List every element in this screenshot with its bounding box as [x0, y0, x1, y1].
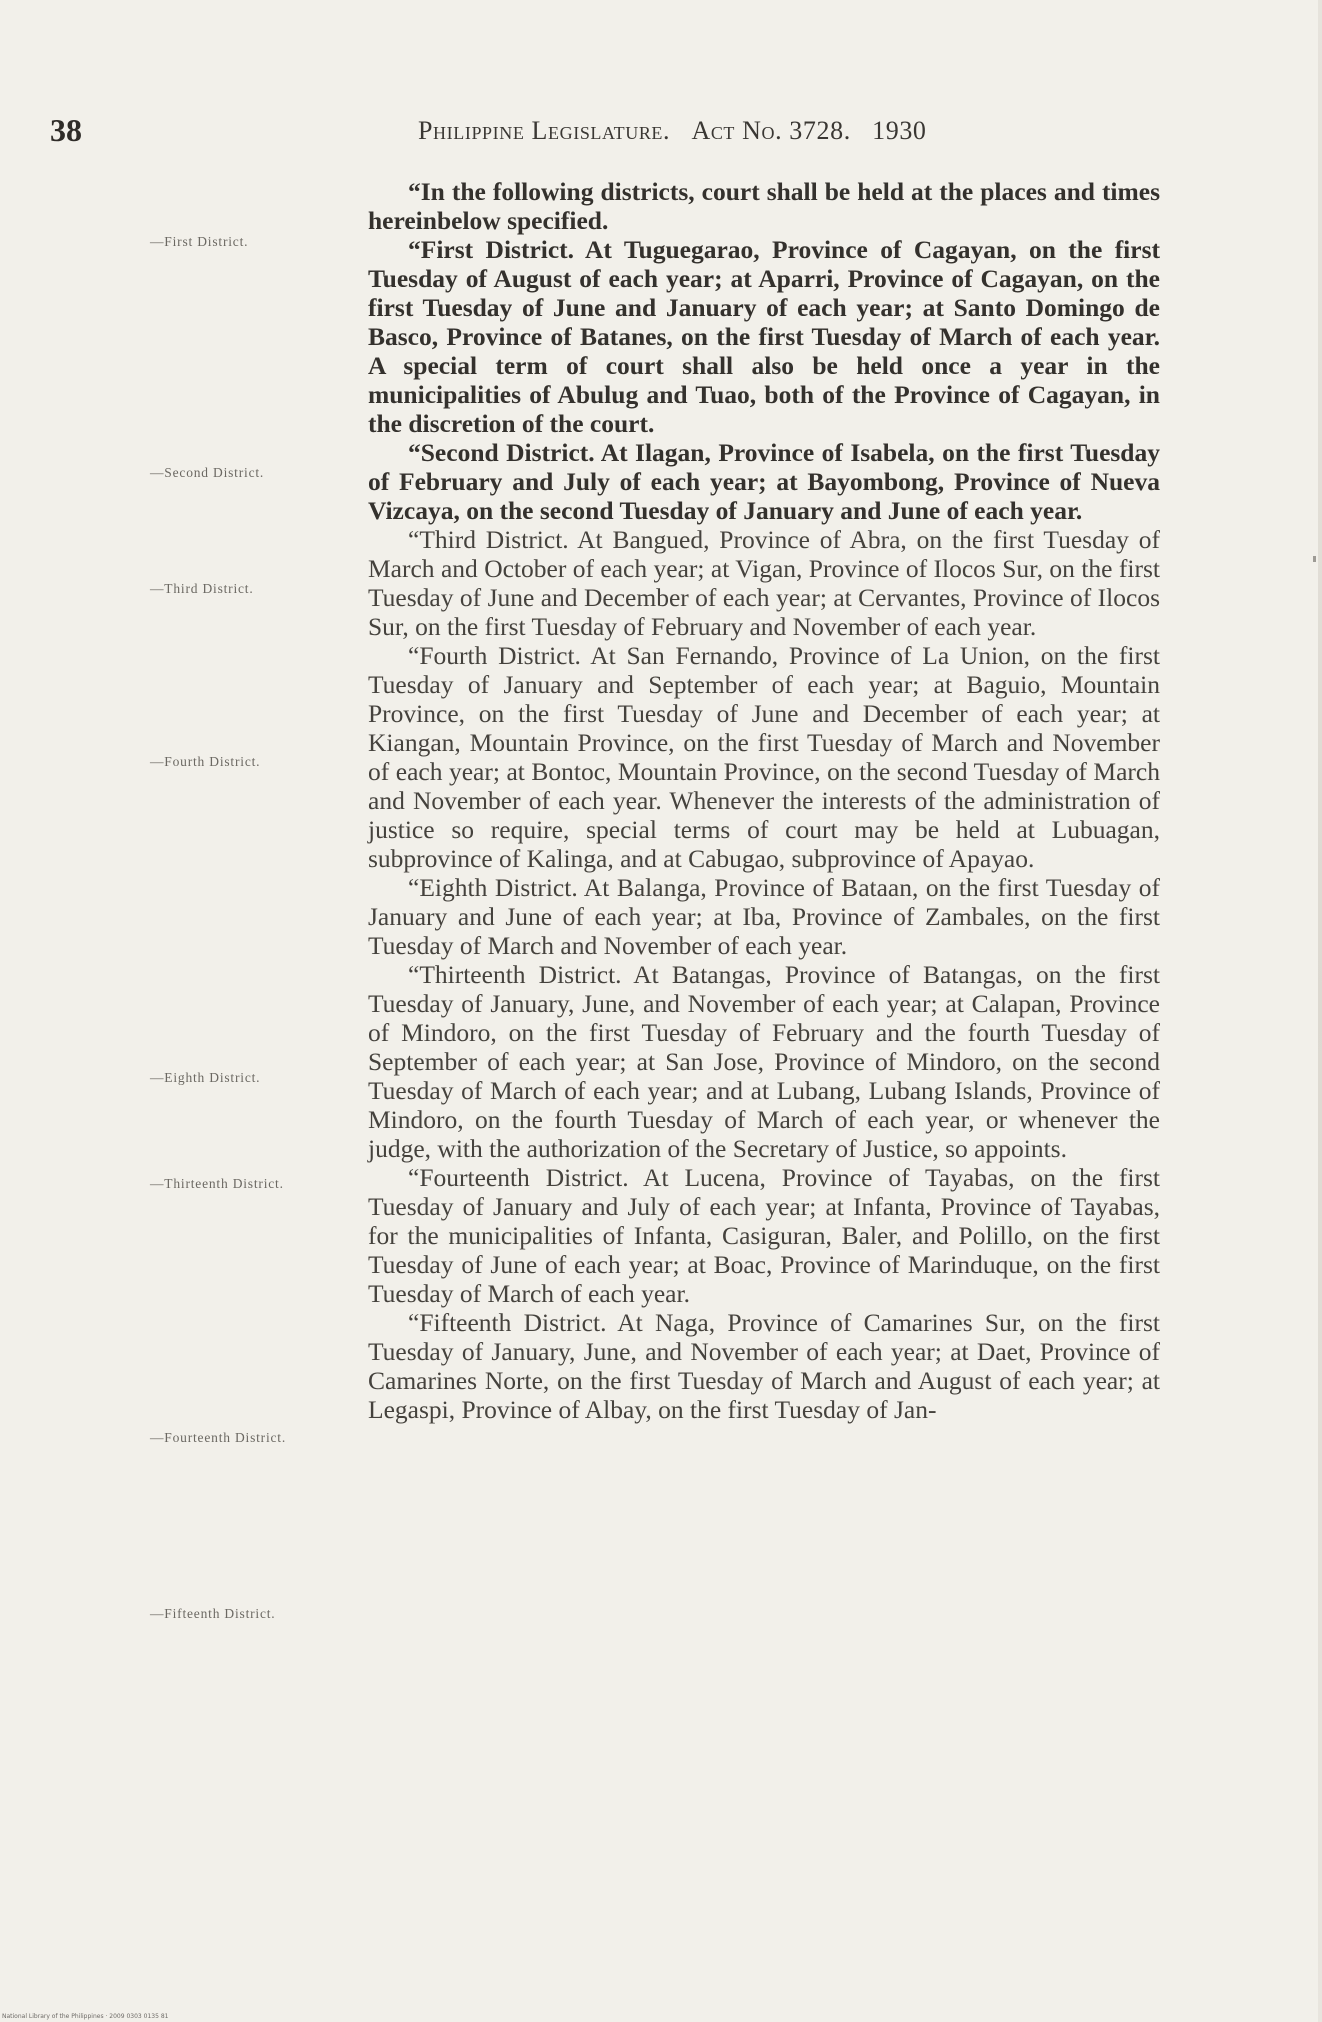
body-text [368, 177, 1160, 1424]
side-note-third-district: —Third District. [150, 581, 254, 596]
paragraph-fourth-district: “Fourth District. At San Fernando, Province of La Union, on the first Tuesday of January and September of each year; at Baguio, Mountain Province, on the first Tuesday of June and December of each year; at Kiangan, Mountain Province, on the first Tuesday of March and November of each year; at Bontoc, Mountain Province, on the second Tuesday of March and November of each year. Whenever the interests of the administration of justice so require, special terms of court may be held at Lubuagan, subprovince of Kalinga, and at Cabugao, subprovince of Apayao. [368, 641, 1160, 873]
year: 1930 [872, 116, 927, 145]
paragraph-second-district: “Second District. At Ilagan, Province of Isabela, on the first Tuesday of February and July of each year; at Bayombong, Province of Nueva Vizcaya, on the second Tuesday of January and June of each year. [368, 438, 1160, 525]
paragraph-fourteenth-district: “Fourteenth District. At Lucena, Province of Tayabas, on the first Tuesday of January and July of each year; at Infanta, Province of Tayabas, for the municipalities of Infanta, Casiguran, Baler, and Polillo, on the first Tuesday of June of each year; at Boac, Province of Marinduque, on the first Tuesday of March of each year. [368, 1163, 1160, 1308]
paragraph-third-district: “Third District. At Bangued, Province of Abra, on the first Tuesday of March and October of each year; at Vigan, Province of Ilocos Sur, on the first Tuesday of June and December of each year; at Cervantes, Province of Ilocos Sur, on the first Tuesday of February and November of each year. [368, 525, 1160, 641]
paragraph-eighth-district: “Eighth District. At Balanga, Province of Bataan, on the first Tuesday of January and June of each year; at Iba, Province of Zambales, on the first Tuesday of March and November of each year. [368, 873, 1160, 960]
paragraph-fifteenth-district: “Fifteenth District. At Naga, Province of Camarines Sur, on the first Tuesday of January, June, and November of each year; at Daet, Province of Camarines Norte, on the first Tuesday of March and August of each year; at Legaspi, Province of Albay, on the first Tuesday of Jan- [368, 1308, 1160, 1424]
scan-footer-id: National Library of the Philippines · 2009 0303 0135 81 [2, 2013, 169, 2020]
legislature-title: Philippine Legislature. [418, 116, 671, 145]
paragraph-thirteenth-district: “Thirteenth District. At Batangas, Province of Batangas, on the first Tuesday of January, June, and November of each year; at Calapan, Province of Mindoro, on the first Tuesday of February and the fourth Tuesday of September of each year; at San Jose, Province of Mindoro, on the second Tuesday of March of each year; and at Lubang, Lubang Islands, Province of Mindoro, on the fourth Tuesday of March of each year, or whenever the judge, with the authorization of the Secretary of Justice, so appoints. [368, 960, 1160, 1163]
scan-fleck [1313, 556, 1316, 562]
side-note-fourth-district: —Fourth District. [150, 754, 261, 769]
side-note-eighth-district: —Eighth District. [150, 1070, 261, 1085]
side-note-thirteenth-district: —Thirteenth District. [150, 1176, 284, 1191]
paragraph-intro: “In the following districts, court shall be held at the places and times hereinbelow specified. [368, 177, 1160, 235]
side-note-fifteenth-district: —Fifteenth District. [150, 1606, 276, 1621]
running-head [418, 116, 927, 146]
paragraph-first-district: “First District. At Tuguegarao, Province of Cagayan, on the first Tuesday of August of each year; at Aparri, Province of Cagayan, on the first Tuesday of June and January of each year; at Santo Domingo de Basco, Province of Batanes, on the first Tuesday of March of each year. A special term of court shall also be held once a year in the municipalities of Abulug and Tuao, both of the Province of Cagayan, in the discretion of the court. [368, 235, 1160, 438]
side-note-second-district: —Second District. [150, 465, 265, 480]
page-number: 38 [50, 112, 82, 148]
side-note-first-district: —First District. [150, 234, 249, 249]
act-number: Act No. 3728. [691, 116, 851, 145]
scan-edge-shadow [1318, 0, 1322, 2022]
side-note-fourteenth-district: —Fourteenth District. [150, 1430, 287, 1445]
